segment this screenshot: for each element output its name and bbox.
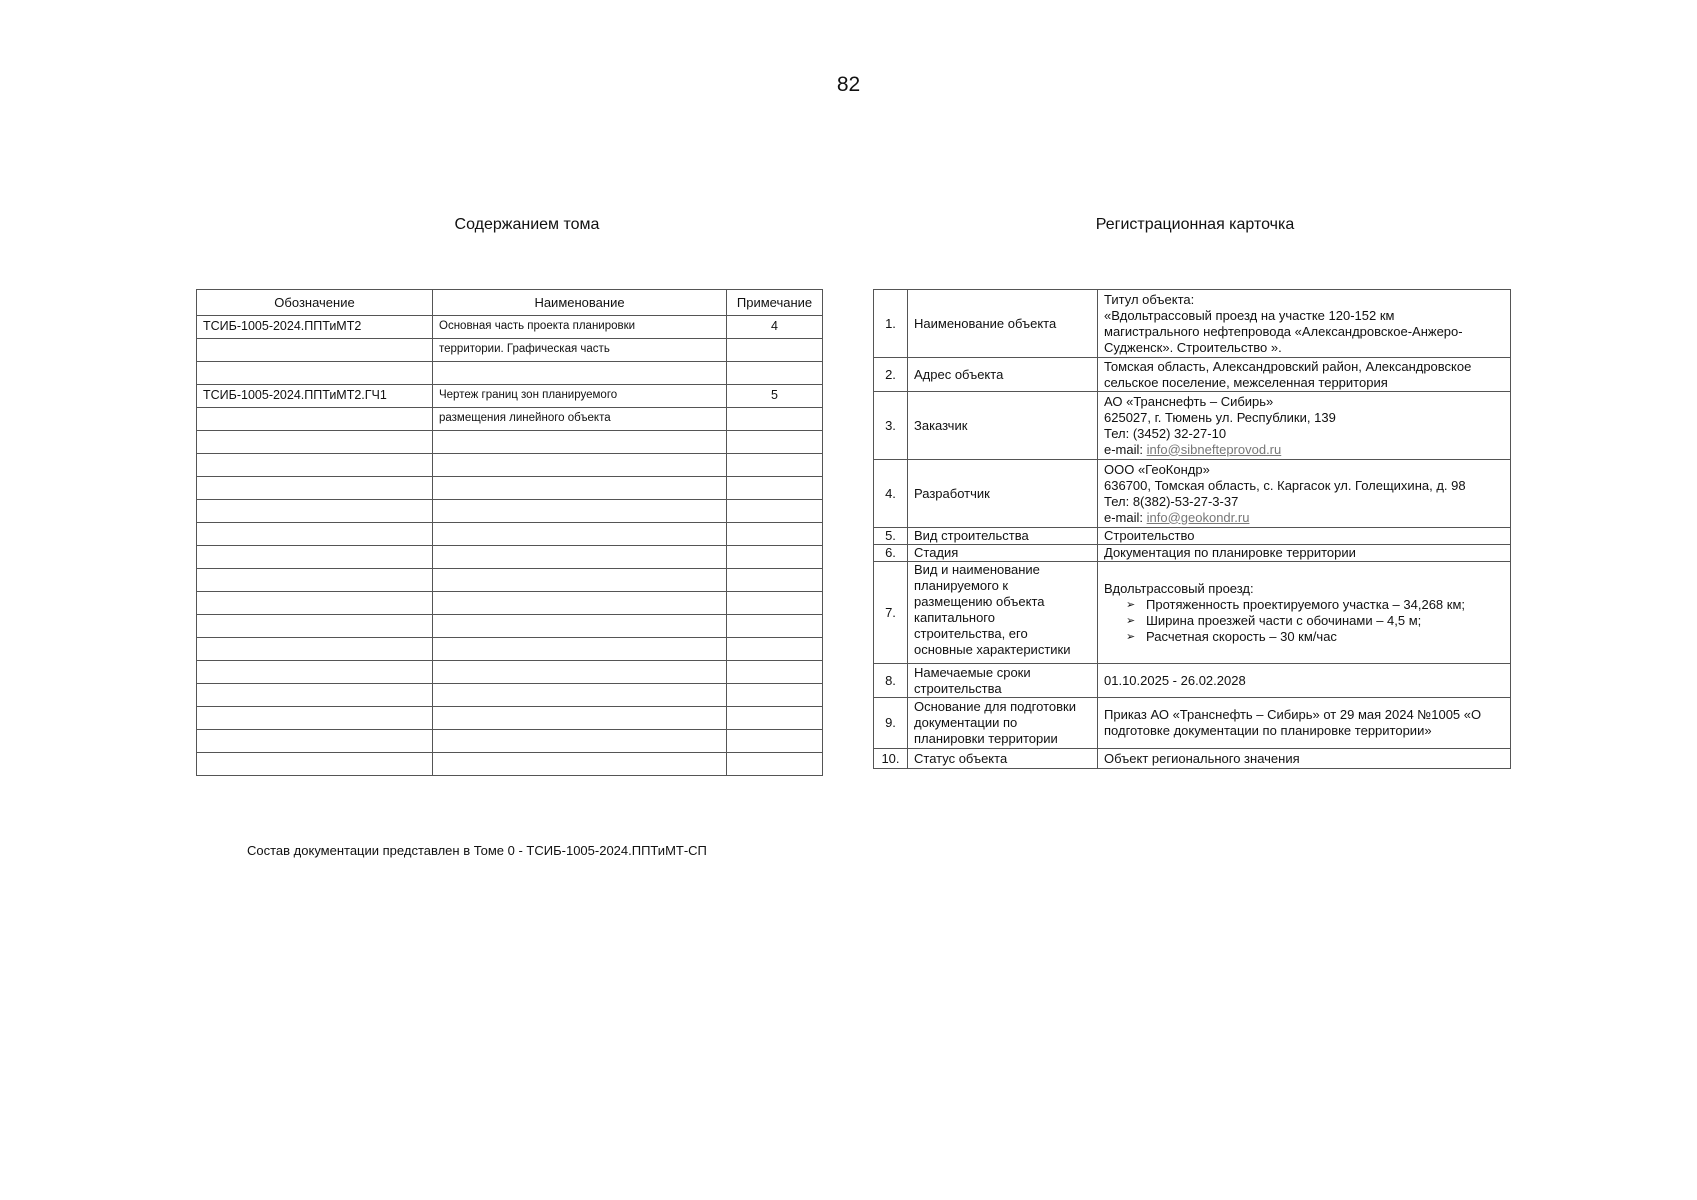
name-cell [433, 730, 727, 753]
designation-cell [197, 753, 433, 776]
note-cell: 4 [727, 316, 823, 339]
value-line: магистрального нефтепровода «Александровское-Анжеро- [1104, 323, 1463, 339]
label-line: Адрес объекта [914, 366, 1004, 382]
email-line [1104, 510, 1506, 526]
value-line: подготовке документации по планировке территории» [1104, 723, 1432, 738]
designation-cell: ТСИБ-1005-2024.ППТиМТ2.ГЧ1 [197, 385, 433, 408]
note-cell [727, 408, 823, 431]
value-line: ООО «ГеоКондр» [1104, 461, 1210, 477]
row-number: 3. [874, 392, 908, 460]
note-cell [727, 753, 823, 776]
note-cell [727, 477, 823, 500]
contents-table [196, 289, 823, 776]
field-value [1098, 528, 1511, 545]
designation-cell [197, 500, 433, 523]
name-cell [433, 477, 727, 500]
name-cell [433, 684, 727, 707]
field-value [1098, 664, 1511, 698]
label-line: Статус объекта [914, 750, 1008, 766]
row-number: 6. [874, 545, 908, 562]
list-item [1126, 613, 1506, 629]
name-cell: Основная часть проекта планировки [433, 316, 727, 339]
value-line: Строительство [1104, 528, 1195, 543]
note-cell [727, 592, 823, 615]
contents-row [197, 316, 823, 339]
registration-row [874, 562, 1511, 664]
contents-row [197, 730, 823, 753]
note-cell [727, 362, 823, 385]
list-item [1126, 597, 1506, 613]
registration-row [874, 698, 1511, 749]
list-item-text: Ширина проезжей части с обочинами – 4,5 м; [1146, 612, 1422, 628]
note-cell [727, 638, 823, 661]
email-link[interactable]: info@sibnefteprovod.ru [1146, 441, 1282, 457]
page-number: 82 [836, 73, 861, 96]
contents-header-row [197, 290, 823, 316]
field-label [908, 698, 1098, 749]
column-header-name: Наименование [433, 290, 727, 316]
contents-row [197, 707, 823, 730]
designation-cell [197, 684, 433, 707]
row-number: 2. [874, 358, 908, 392]
field-value [1098, 545, 1511, 562]
designation-cell [197, 730, 433, 753]
label-line: строительства, его [914, 626, 1028, 641]
name-cell [433, 661, 727, 684]
name-cell [433, 454, 727, 477]
designation-cell [197, 477, 433, 500]
arrow-bullet-icon: ➢ [1126, 630, 1136, 643]
registration-card-table [873, 289, 1511, 769]
designation-cell [197, 592, 433, 615]
label-line: документации по [914, 715, 1018, 730]
designation-cell [197, 638, 433, 661]
field-value [1098, 460, 1511, 528]
field-label [908, 545, 1098, 562]
email-label: e-mail: [1104, 441, 1147, 457]
value-line: Титул объекта: [1104, 291, 1195, 307]
name-cell [433, 615, 727, 638]
contents-row [197, 523, 823, 546]
label-line: Основание для подготовки [914, 699, 1076, 714]
name-cell [433, 569, 727, 592]
label-line: размещению объекта [914, 594, 1045, 609]
label-line: капитального [914, 610, 995, 625]
value-line: Документация по планировке территории [1104, 545, 1356, 560]
row-number: 10. [874, 749, 908, 769]
label-line: строительства [914, 680, 1002, 696]
label-line: основные характеристики [914, 642, 1071, 657]
field-label [908, 528, 1098, 545]
value-line: 01.10.2025 - 26.02.2028 [1104, 672, 1246, 688]
value-line: 636700, Томская область, с. Каргасок ул. Голещихина, д. 98 [1104, 477, 1466, 493]
contents-row [197, 546, 823, 569]
documentation-note: Состав документации представлен в Томе 0 - ТСИБ-1005-2024.ППТиМТ-СП [247, 843, 707, 858]
note-cell [727, 454, 823, 477]
designation-cell: ТСИБ-1005-2024.ППТиМТ2 [197, 316, 433, 339]
field-value [1098, 290, 1511, 358]
registration-row [874, 528, 1511, 545]
email-link[interactable]: info@geokondr.ru [1146, 509, 1250, 525]
label-line: Вид и наименование [914, 562, 1040, 577]
designation-cell [197, 339, 433, 362]
column-header-note: Примечание [727, 290, 823, 316]
contents-row [197, 385, 823, 408]
note-cell [727, 523, 823, 546]
row-number: 1. [874, 290, 908, 358]
designation-cell [197, 362, 433, 385]
field-value [1098, 392, 1511, 460]
row-number: 4. [874, 460, 908, 528]
name-cell [433, 707, 727, 730]
field-label [908, 460, 1098, 528]
contents-row [197, 362, 823, 385]
label-line: планировки территории [914, 731, 1058, 746]
row-number: 5. [874, 528, 908, 545]
designation-cell [197, 615, 433, 638]
column-header-designation: Обозначение [197, 290, 433, 316]
note-cell [727, 339, 823, 362]
designation-cell [197, 431, 433, 454]
note-cell [727, 661, 823, 684]
registration-row [874, 545, 1511, 562]
value-line: Объект регионального значения [1104, 750, 1300, 766]
email-line [1104, 442, 1506, 458]
note-cell [727, 431, 823, 454]
name-cell: размещения линейного объекта [433, 408, 727, 431]
value-line: «Вдольтрассовый проезд на участке 120-152 км [1104, 307, 1395, 323]
label-line: Наименование объекта [914, 315, 1057, 331]
name-cell [433, 753, 727, 776]
note-cell: 5 [727, 385, 823, 408]
contents-row [197, 500, 823, 523]
note-cell [727, 615, 823, 638]
registration-heading: Регистрационная карточка [1095, 216, 1295, 233]
contents-row [197, 339, 823, 362]
value-line: 625027, г. Тюмень ул. Республики, 139 [1104, 409, 1336, 425]
contents-row [197, 454, 823, 477]
registration-row [874, 749, 1511, 769]
registration-row [874, 392, 1511, 460]
arrow-bullet-icon: ➢ [1126, 598, 1136, 611]
value-line: Приказ АО «Транснефть – Сибирь» от 29 мая 2024 №1005 «О [1104, 707, 1482, 722]
note-cell [727, 569, 823, 592]
registration-row [874, 664, 1511, 698]
name-cell [433, 431, 727, 454]
field-label [908, 562, 1098, 664]
name-cell [433, 638, 727, 661]
registration-row [874, 290, 1511, 358]
designation-cell [197, 523, 433, 546]
value-line: Томская область, Александровский район, Александровское [1104, 358, 1472, 374]
value-line: Судженск». Строительство ». [1104, 339, 1282, 355]
designation-cell [197, 546, 433, 569]
contents-row [197, 592, 823, 615]
designation-cell [197, 569, 433, 592]
label-line: Намечаемые сроки [914, 664, 1031, 680]
field-label [908, 664, 1098, 698]
registration-row [874, 460, 1511, 528]
contents-row [197, 431, 823, 454]
row-number: 9. [874, 698, 908, 749]
designation-cell [197, 707, 433, 730]
field-label [908, 749, 1098, 769]
designation-cell [197, 661, 433, 684]
value-line: Тел: 8(382)-53-27-3-37 [1104, 493, 1239, 509]
note-cell [727, 684, 823, 707]
name-cell [433, 523, 727, 546]
list-item-text: Протяженность проектируемого участка – 34,268 км; [1146, 596, 1466, 612]
label-line: Разработчик [914, 485, 990, 501]
name-cell [433, 546, 727, 569]
row-number: 7. [874, 562, 908, 664]
label-line: Вид строительства [914, 528, 1029, 543]
designation-cell [197, 408, 433, 431]
email-label: e-mail: [1104, 509, 1147, 525]
name-cell: территории. Графическая часть [433, 339, 727, 362]
contents-row [197, 684, 823, 707]
list-item [1126, 629, 1506, 645]
row-number: 8. [874, 664, 908, 698]
contents-row [197, 615, 823, 638]
contents-row [197, 477, 823, 500]
name-cell: Чертеж границ зон планируемого [433, 385, 727, 408]
label-line: планируемого к [914, 578, 1009, 593]
field-value [1098, 749, 1511, 769]
field-value [1098, 358, 1511, 392]
contents-row [197, 661, 823, 684]
contents-row [197, 408, 823, 431]
value-line: Вдольтрассовый проезд: [1104, 580, 1254, 596]
arrow-bullet-icon: ➢ [1126, 614, 1136, 627]
contents-row [197, 569, 823, 592]
toc-heading: Содержанием тома [454, 216, 600, 233]
label-line: Стадия [914, 545, 959, 560]
contents-row [197, 638, 823, 661]
designation-cell [197, 454, 433, 477]
value-line: АО «Транснефть – Сибирь» [1104, 393, 1274, 409]
name-cell [433, 362, 727, 385]
value-line: Тел: (3452) 32-27-10 [1104, 425, 1227, 441]
field-value [1098, 562, 1511, 664]
name-cell [433, 592, 727, 615]
characteristics-list [1104, 597, 1506, 645]
registration-row [874, 358, 1511, 392]
field-label [908, 290, 1098, 358]
note-cell [727, 707, 823, 730]
field-value [1098, 698, 1511, 749]
note-cell [727, 730, 823, 753]
value-line: сельское поселение, межселенная территория [1104, 374, 1388, 390]
label-line: Заказчик [914, 417, 968, 433]
note-cell [727, 500, 823, 523]
note-cell [727, 546, 823, 569]
field-label [908, 358, 1098, 392]
name-cell [433, 500, 727, 523]
field-label [908, 392, 1098, 460]
contents-row [197, 753, 823, 776]
list-item-text: Расчетная скорость – 30 км/час [1146, 628, 1337, 644]
